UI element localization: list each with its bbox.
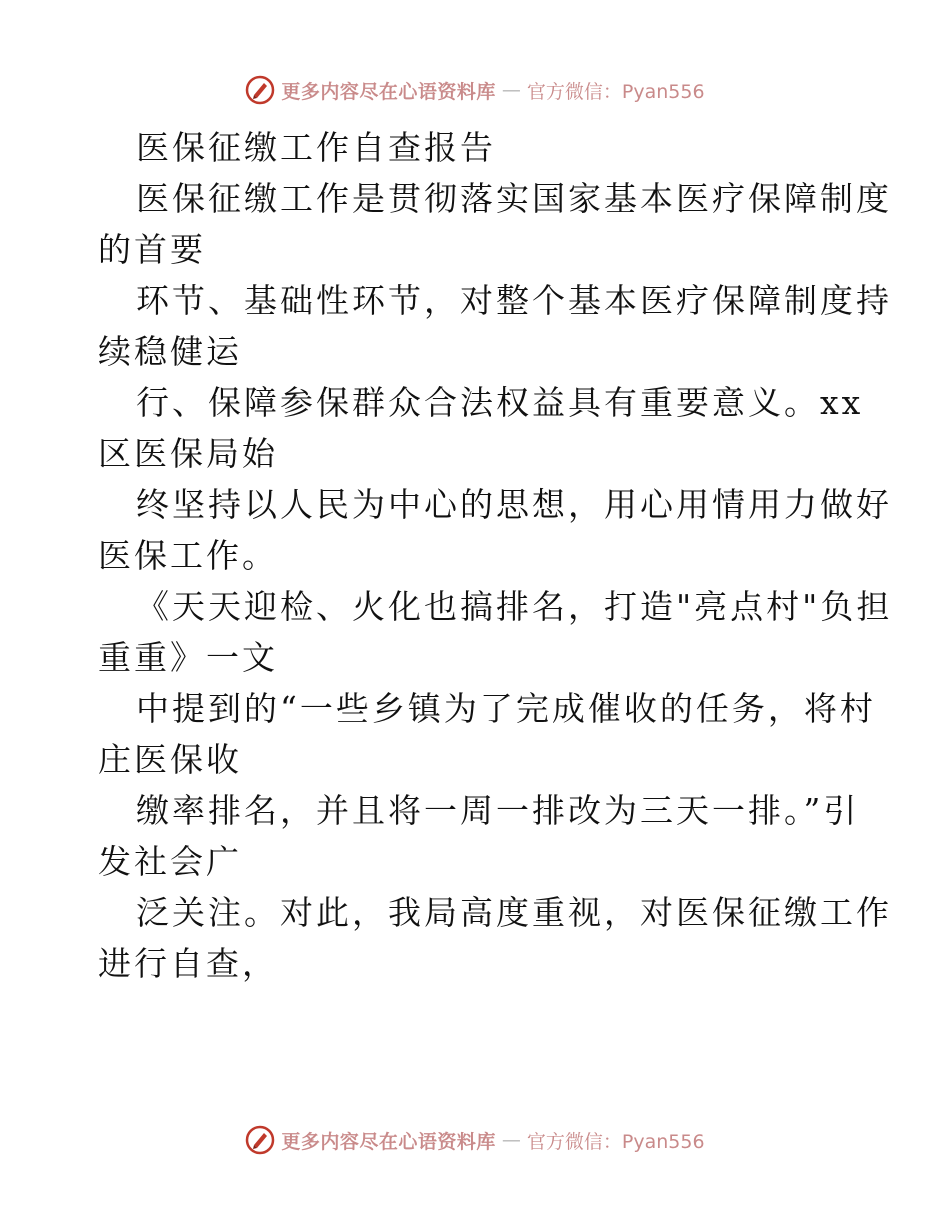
paragraph-line: 医保征缴工作是贯彻落实国家基本医疗保障制度: [136, 179, 892, 218]
document-title: 医保征缴工作自查报告: [136, 128, 496, 167]
paragraph-line: 区医保局始: [98, 434, 278, 473]
watermark-separator: —: [501, 79, 521, 101]
paragraph-line: 行、保障参保群众合法权益具有重要意义。xx: [136, 383, 864, 422]
paragraph-line: 医保工作。: [98, 536, 278, 575]
watermark-contact: 官方微信：Pyan556: [526, 1130, 705, 1153]
paragraph-line: 泛关注。对此，我局高度重视，对医保征缴工作: [136, 893, 892, 932]
paragraph-line: 发社会广: [98, 842, 242, 881]
paragraph-line: 重重》一文: [98, 638, 278, 677]
paragraph-line: 的首要: [98, 230, 206, 269]
paragraph-line: 续稳健运: [98, 332, 242, 371]
paragraph-line: 《天天迎检、火化也搞排名，打造"亮点村"负担: [136, 587, 893, 626]
watermark-brand-text: 更多内容尽在心语资料库: [281, 1130, 496, 1153]
footer-watermark: [0, 1122, 950, 1158]
watermark-brand-text: 更多内容尽在心语资料库: [281, 80, 496, 103]
watermark-contact: 官方微信：Pyan556: [526, 80, 705, 103]
paragraph-line: 缴率排名，并且将一周一排改为三天一排。”引: [136, 791, 860, 830]
pen-logo-icon: [245, 1125, 275, 1155]
paragraph-line: 终坚持以人民为中心的思想，用心用情用力做好: [136, 485, 892, 524]
header-watermark: [0, 72, 950, 108]
watermark-separator: —: [501, 1129, 521, 1151]
paragraph-line: 中提到的“一些乡镇为了完成催收的任务，将村: [136, 689, 876, 728]
pen-logo-icon: [245, 75, 275, 105]
paragraph-line: 环节、基础性环节，对整个基本医疗保障制度持: [136, 281, 892, 320]
paragraph-line: 进行自查，: [98, 944, 278, 983]
paragraph-line: 庄医保收: [98, 740, 242, 779]
document-body: [98, 122, 893, 989]
